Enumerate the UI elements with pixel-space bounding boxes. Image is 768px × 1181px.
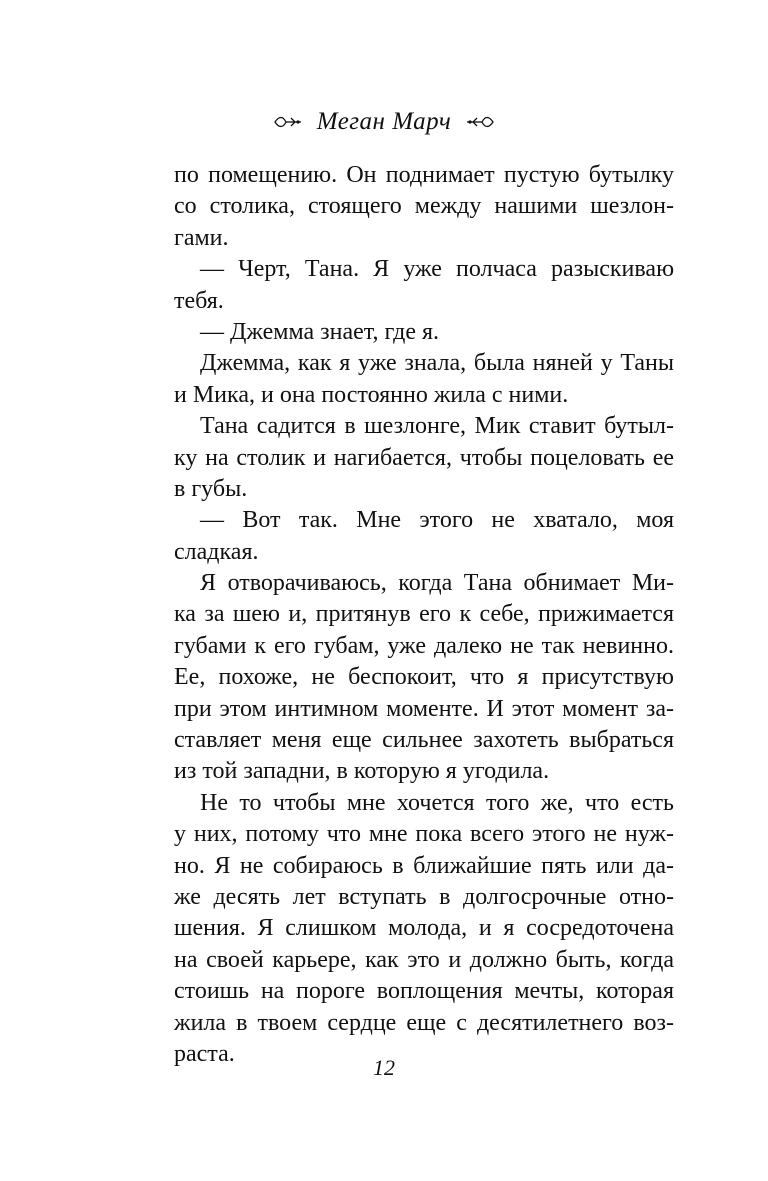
text-line: — Вот так. Мне этого не хватало, моя — [200, 507, 674, 534]
text-line: стоишь на пороге воплощения мечты, которая — [174, 978, 674, 1005]
text-line: из той западни, в которую я угодила. — [174, 758, 550, 785]
body-text — [174, 160, 674, 1070]
text-line: и Мика, и она постоянно жила с ними. — [174, 381, 569, 408]
text-line: губами к его губам, уже далеко не так невинно. — [174, 632, 674, 659]
text-line: при этом интимном моменте. И этот момент за- — [174, 695, 674, 722]
text-line: ставляет меня еще сильнее захотеть выбраться — [174, 727, 674, 754]
text-line: же десять лет вступать в долгосрочные отно- — [174, 883, 674, 910]
text-line: — Черт, Тана. Я уже полчаса разыскиваю — [200, 256, 674, 283]
text-line: — Джемма знает, где я. — [200, 318, 440, 345]
flourish-right-icon — [465, 114, 495, 130]
text-line: по помещению. Он поднимает пустую бутылку — [174, 162, 674, 188]
text-line: ка за шею и, притянув его к себе, прижимается — [174, 601, 674, 628]
text-line: Не то чтобы мне хочется того же, что есть — [200, 789, 674, 816]
text-line: на своей карьере, как это и должно быть, когда — [174, 946, 674, 973]
author-name: Меган Марч — [316, 108, 452, 135]
text-line: раста. — [174, 1040, 235, 1067]
page-number: 12 — [373, 1055, 395, 1080]
running-header — [0, 104, 768, 140]
text-line: в губы. — [174, 475, 248, 502]
text-line: Тана садится в шезлонге, Мик ставит бутыл- — [200, 413, 674, 440]
text-line: со столика, стоящего между нашими шезлон- — [174, 193, 674, 220]
text-line: ку на столик и нагибается, чтобы поцеловать ее — [174, 444, 674, 471]
text-line: Ее, похоже, не беспокоит, что я присутствую — [174, 664, 674, 691]
text-line: тебя. — [174, 287, 224, 314]
text-line: сладкая. — [174, 538, 259, 565]
text-line: гами. — [174, 224, 229, 251]
text-line: жила в твоем сердце еще с десятилетнего воз- — [174, 1009, 674, 1036]
flourish-left-icon — [273, 114, 303, 130]
text-line: шения. Я слишком молода, и я сосредоточена — [174, 915, 674, 942]
text-line: у них, потому что мне пока всего этого не нуж- — [174, 821, 674, 848]
text-line: Я отворачиваюсь, когда Тана обнимает Ми- — [200, 570, 674, 597]
text-line: Джемма, как я уже знала, была няней у Таны — [200, 350, 674, 377]
text-line: но. Я не собираюсь в ближайшие пять или да- — [174, 852, 674, 879]
